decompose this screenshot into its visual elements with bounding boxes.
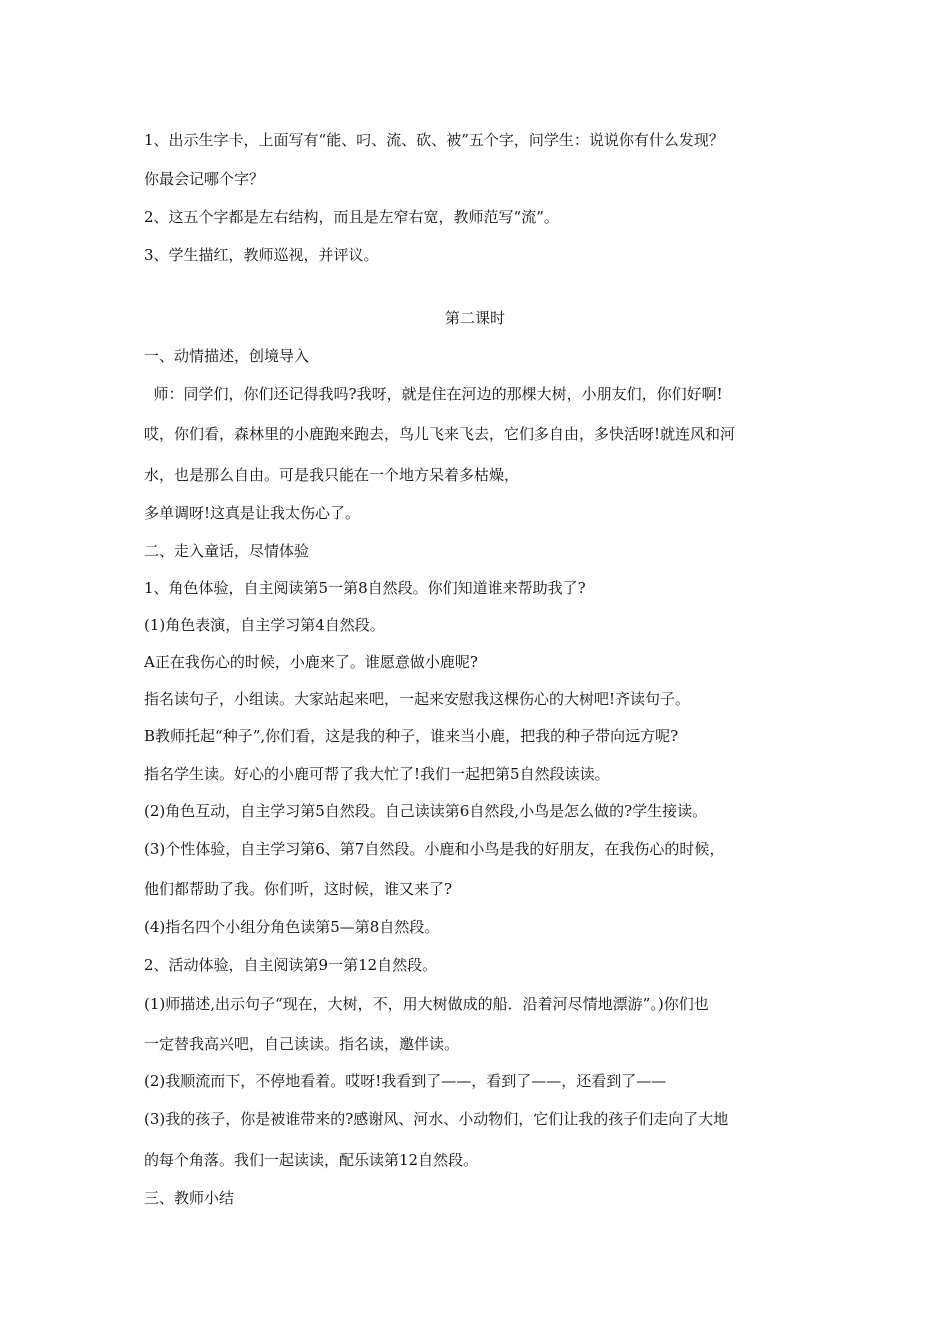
paragraph-line: A正在我伤心的时候，小鹿来了。谁愿意做小鹿呢? bbox=[144, 653, 478, 671]
paragraph-line: 多单调呀!这真是让我太伤心了。 bbox=[144, 504, 361, 522]
paragraph-line: 2、这五个字都是左右结构，而且是左窄右宽，教师范写“流”。 bbox=[144, 208, 559, 226]
paragraph-line: 师：同学们，你们还记得我吗?我呀，就是住在河边的那棵大树，小朋友们，你们好啊! bbox=[144, 385, 723, 403]
paragraph-line: (2)角色互动，自主学习第5自然段。自己读读第6自然段,小鸟是怎么做的?学生接读。 bbox=[144, 802, 708, 820]
paragraph-line: (3)我的孩子，你是被谁带来的?感谢风、河水、小动物们，它们让我的孩子们走向了大地 bbox=[144, 1110, 729, 1128]
section-heading: 三、教师小结 bbox=[144, 1189, 235, 1207]
section-heading: 二、走入童话，尽情体验 bbox=[144, 542, 310, 560]
paragraph-line: 水，也是那么自由。可是我只能在一个地方呆着多枯燥， bbox=[144, 466, 520, 484]
section-heading: 一、动情描述，创境导入 bbox=[144, 347, 310, 365]
paragraph-line: 指名学生读。好心的小鹿可帮了我大忙了!我们一起把第5自然段读读。 bbox=[144, 765, 610, 783]
paragraph-line: (1)师描述,出示句子“现在，大树，不，用大树做成的船．沿着河尽情地漂游”。)你们也 bbox=[144, 995, 709, 1013]
paragraph-line: (2)我顺流而下，不停地看着。哎呀!我看到了——，看到了——，还看到了—— bbox=[144, 1072, 667, 1090]
paragraph-line: (1)角色表演，自主学习第4自然段。 bbox=[144, 616, 385, 634]
paragraph-line: 1、出示生字卡，上面写有“能、叼、流、砍、被”五个字，问学生：说说你有什么发现？ bbox=[144, 131, 724, 149]
paragraph-line: (4)指名四个小组分角色读第5—第8自然段。 bbox=[144, 918, 440, 936]
paragraph-line: 哎，你们看，森林里的小鹿跑来跑去，鸟儿飞来飞去，它们多自由，多快活呀!就连风和河 bbox=[144, 425, 736, 443]
paragraph-line: 2、活动体验，自主阅读第9一第12自然段。 bbox=[144, 956, 438, 974]
paragraph-line: 一定替我高兴吧，自己读读。指名读，邀伴读。 bbox=[144, 1035, 460, 1053]
paragraph-line: 3、学生描红，教师巡视，并评议。 bbox=[144, 246, 379, 264]
paragraph-line: 的每个角落。我们一起读读，配乐读第12自然段。 bbox=[144, 1151, 479, 1169]
paragraph-line: (3)个性体验，自主学习第6、第7自然段。小鹿和小鸟是我的好朋友，在我伤心的时候， bbox=[144, 840, 725, 858]
paragraph-line: 他们都帮助了我。你们听，这时候，谁又来了? bbox=[144, 880, 453, 898]
paragraph-line: B教师托起“种子”,你们看，这是我的种子，谁来当小鹿，把我的种子带向远方呢? bbox=[144, 727, 679, 745]
paragraph-line: 指名读句子，小组读。大家站起来吧，一起来安慰我这棵伤心的大树吧!齐读句子。 bbox=[144, 690, 691, 708]
paragraph-line: 你最会记哪个字？ bbox=[144, 170, 265, 188]
lesson-title: 第二课时 bbox=[444, 309, 505, 327]
paragraph-line: 1、角色体验，自主阅读第5一第8自然段。你们知道谁来帮助我了? bbox=[144, 579, 586, 597]
